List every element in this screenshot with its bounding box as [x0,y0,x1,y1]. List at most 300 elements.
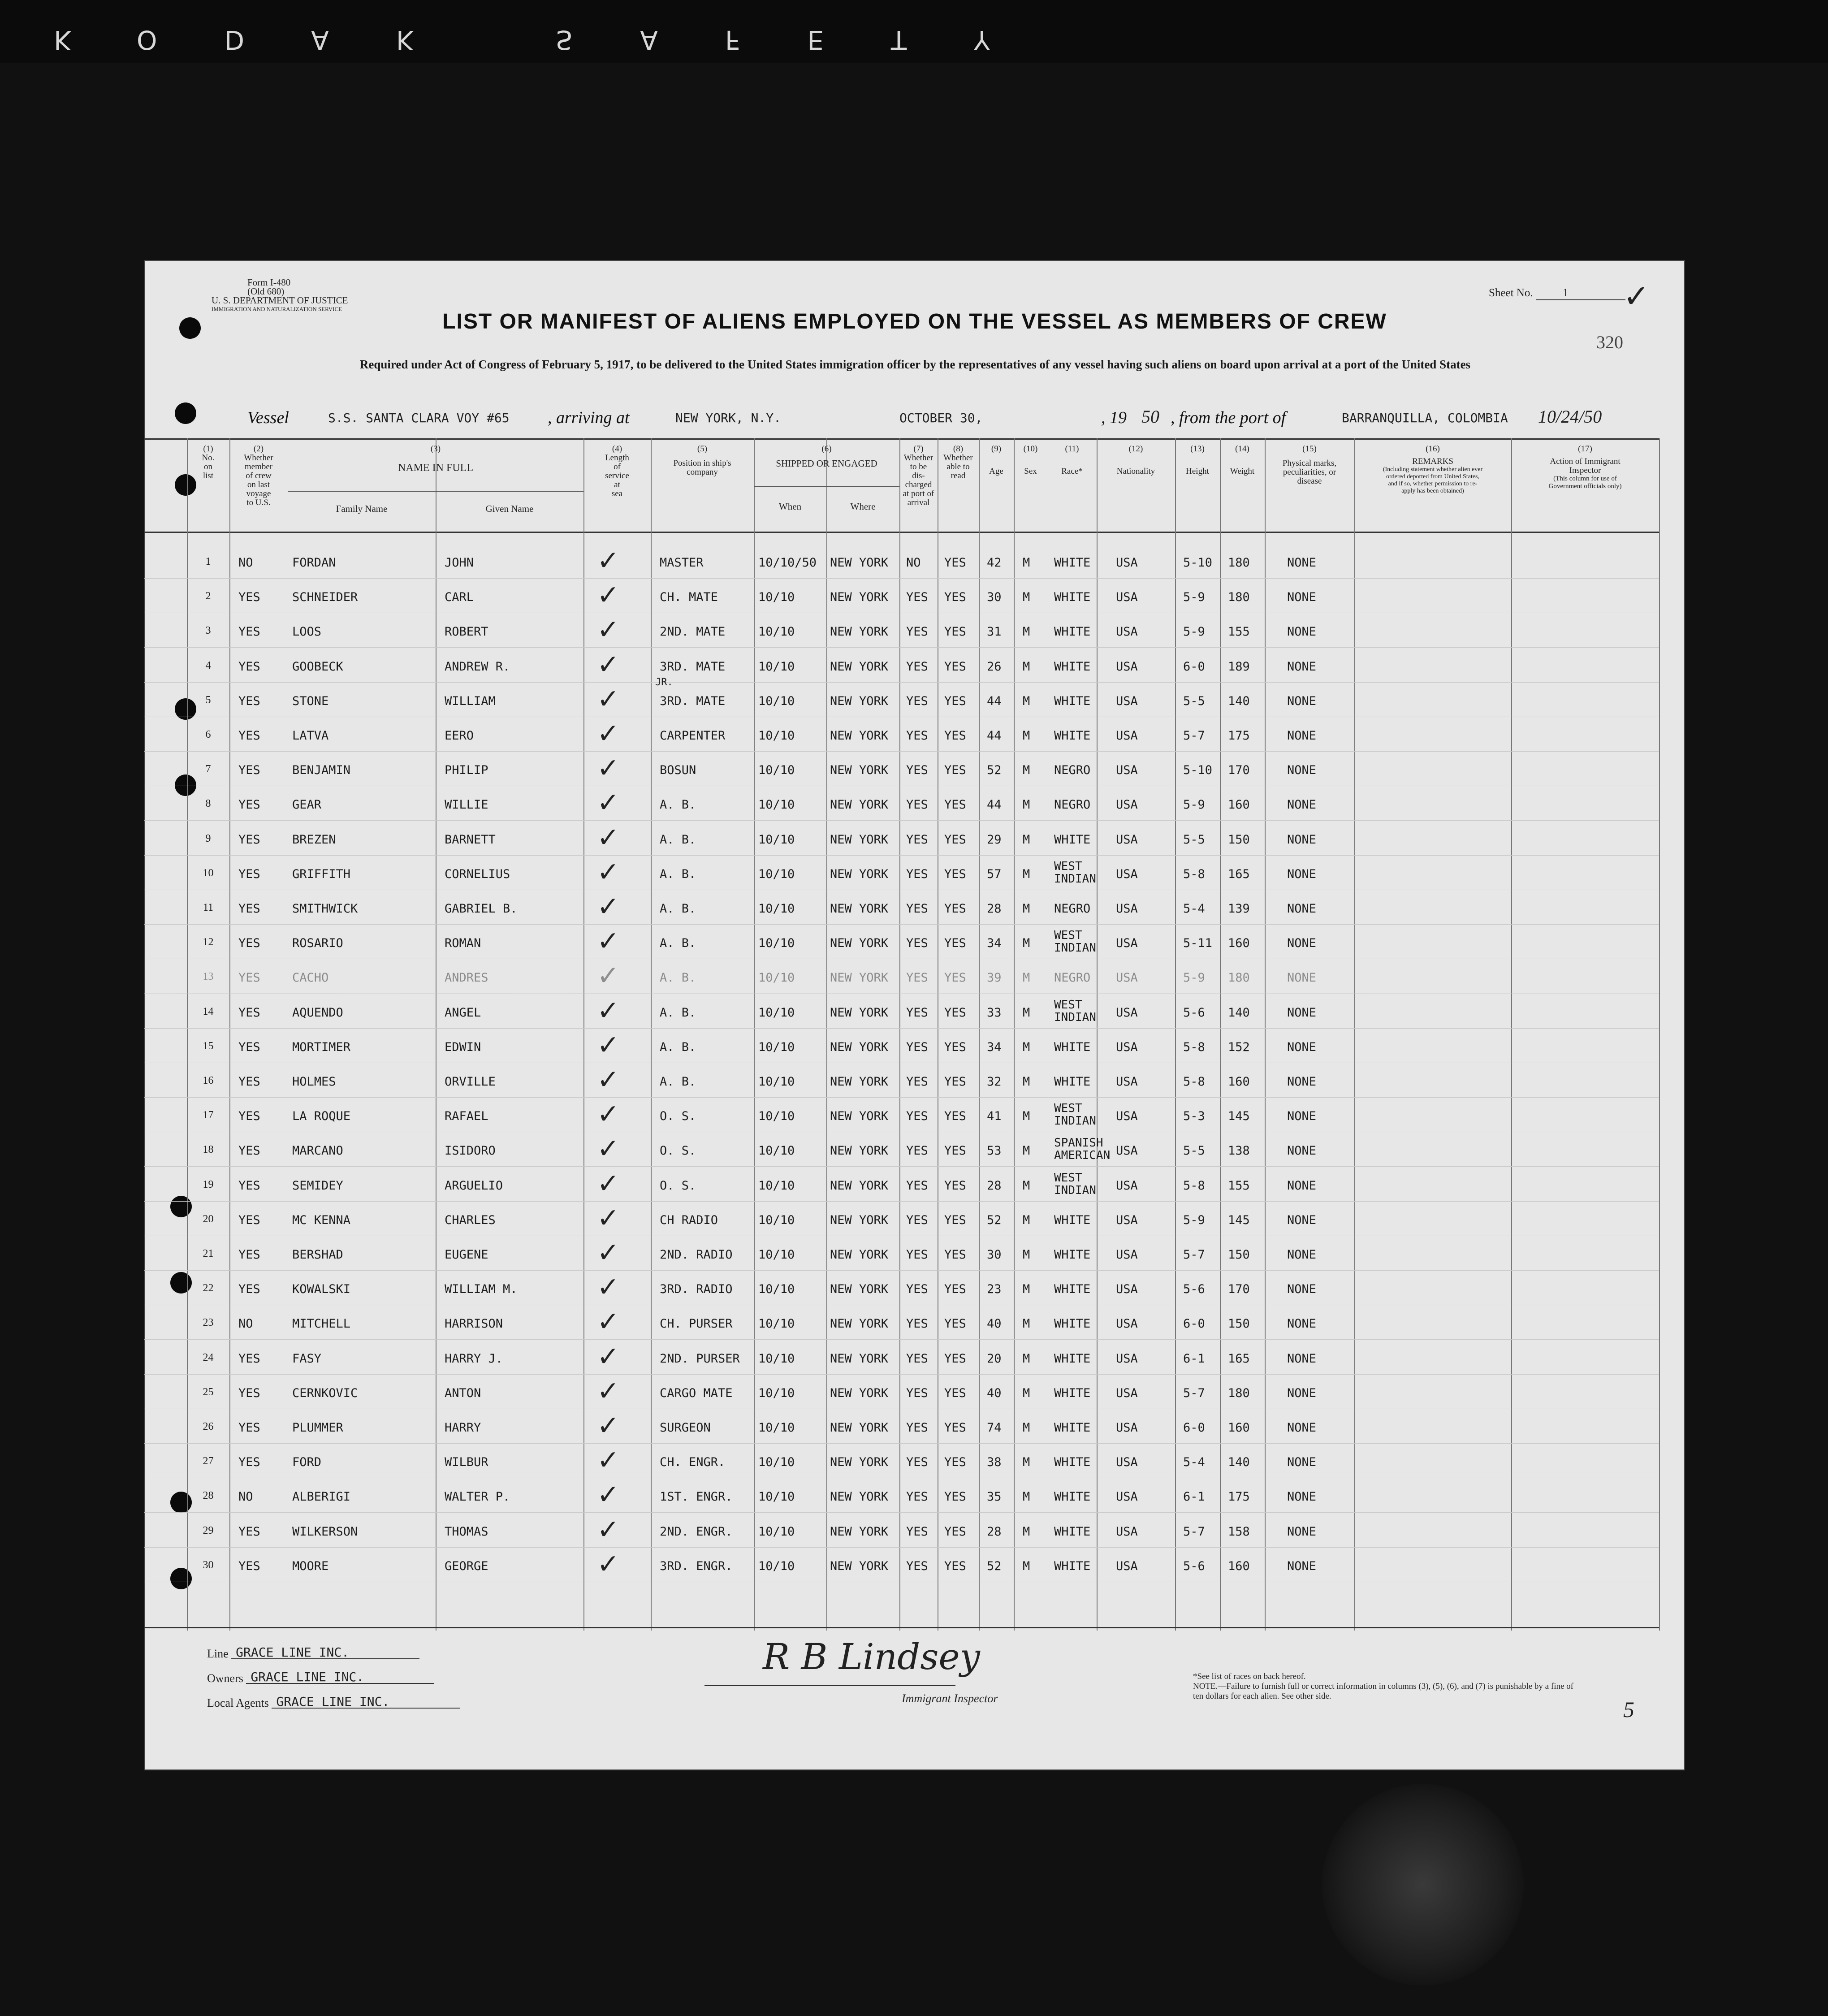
cell-nat: USA [1116,1524,1138,1539]
table-row [144,1550,1659,1585]
cell-nat: USA [1116,694,1138,708]
cell-family: HOLMES [292,1075,336,1089]
cell-prev: YES [238,798,260,812]
cell-disch: YES [906,694,928,708]
cell-race: WHITE [1054,556,1091,570]
cell-age: 28 [987,1524,1002,1539]
cell-weight: 140 [1228,1005,1250,1020]
cell-where: NEW YORK [830,659,889,674]
cell-no: 7 [205,763,211,775]
cell-marks: NONE [1287,1178,1317,1193]
cell-age: 38 [987,1455,1002,1470]
cell-sex: M [1023,729,1030,743]
check-mark-icon: ✓ [597,1411,620,1441]
cell-age: 74 [987,1421,1002,1435]
cell-disch: YES [906,1351,928,1366]
check-mark-icon: ✓ [597,1514,620,1544]
cell-marks: NONE [1287,936,1317,951]
table-row [144,1100,1659,1135]
cell-read: YES [944,832,966,847]
cell-sex: M [1023,867,1030,881]
cell-no: 26 [203,1421,214,1432]
page-stamp: 320 [1596,332,1623,352]
cell-disch: NO [906,556,921,570]
cell-height: 5-5 [1183,832,1205,847]
cell-sex: M [1023,1248,1030,1262]
header-name: (3) NAME IN FULL [398,444,473,474]
cell-family: BREZEN [292,832,336,847]
cell-read: YES [944,625,966,639]
cell-position: 1ST. ENGR. [660,1490,733,1504]
cell-when: 10/10 [758,1040,795,1054]
cell-race: WHITE [1054,1386,1091,1400]
cell-read: YES [944,1351,966,1366]
cell-read: YES [944,902,966,916]
cell-read: YES [944,1421,966,1435]
cell-height: 5-10 [1183,763,1213,778]
cell-weight: 140 [1228,1455,1250,1470]
form-identifier: Form I-480 (Old 680) U. S. DEPARTMENT OF JUSTICE IMMIGRATION AND NATURALIZATION SERVICE [212,277,348,312]
check-mark-icon: ✓ [597,1307,620,1337]
cell-age: 33 [987,1005,1002,1020]
cell-marks: NONE [1287,625,1317,639]
cell-sex: M [1023,694,1030,708]
cell-weight: 139 [1228,902,1250,916]
check-mark-icon: ✓ [597,580,620,610]
cell-where: NEW YORK [830,1490,889,1504]
cell-prev: YES [238,1524,260,1539]
cell-weight: 175 [1228,729,1250,743]
check-mark-icon: ✓ [597,1134,620,1164]
cell-weight: 165 [1228,1351,1250,1366]
table-row [144,997,1659,1031]
sheet-number: Sheet No. 1 [1489,287,1625,300]
check-mark-icon: ✓ [597,1030,620,1060]
table-row [144,685,1659,720]
cell-read: YES [944,556,966,570]
check-mark-icon: ✓ [597,649,620,679]
cell-race: WHITE [1054,1075,1091,1089]
cell-family: SMITHWICK [292,902,358,916]
cell-when: 10/10 [758,867,795,881]
cell-prev: YES [238,1040,260,1054]
cell-given: EERO [445,729,474,743]
cell-family: KOWALSKI [292,1282,351,1297]
cell-no: 22 [203,1282,214,1294]
header-weight: (14) Weight [1230,444,1255,476]
cell-age: 53 [987,1144,1002,1158]
cell-no: 18 [203,1144,214,1156]
cell-height: 5-4 [1183,1455,1205,1470]
cell-given: HARRISON [445,1317,503,1331]
cell-height: 6-1 [1183,1351,1205,1366]
cell-nat: USA [1116,659,1138,674]
cell-disch: YES [906,936,928,951]
header-nationality: (12) Nationality [1116,444,1155,476]
cell-height: 5-9 [1183,590,1205,605]
cell-given: RAFAEL [445,1109,488,1124]
cell-family: GOOBECK [292,659,343,674]
cell-family: BENJAMIN [292,763,351,778]
header-shipped: (6) SHIPPED OR ENGAGED [776,444,877,469]
cell-given: CORNELIUS [445,867,510,881]
cell-given: EDWIN [445,1040,481,1054]
cell-height: 6-0 [1183,1421,1205,1435]
cell-prev: NO [238,1317,253,1331]
table-row [144,1031,1659,1066]
cell-disch: YES [906,625,928,639]
cell-where: NEW YORK [830,1144,889,1158]
cell-height: 5-8 [1183,867,1205,881]
table-row [144,754,1659,789]
cell-disch: YES [906,763,928,778]
cell-when: 10/10 [758,1317,795,1331]
corner-mark: 5 [1623,1697,1634,1722]
departure-port: BARRANQUILLA, COLOMBIA [1342,411,1508,425]
cell-disch: YES [906,867,928,881]
cell-position: CH. PURSER [660,1317,733,1331]
table-row [144,1204,1659,1239]
cell-weight: 160 [1228,1559,1250,1573]
cell-no: 14 [203,1005,214,1017]
cell-given: ANDREW R. [445,659,510,674]
table-row [144,858,1659,893]
cell-nat: USA [1116,1248,1138,1262]
check-mark-icon: ✓ [597,857,620,887]
cell-age: 28 [987,1178,1002,1193]
cell-no: 19 [203,1178,214,1190]
cell-weight: 145 [1228,1213,1250,1227]
cell-where: NEW YORK [830,798,889,812]
cell-read: YES [944,1075,966,1089]
table-row [144,1066,1659,1100]
cell-where: NEW YORK [830,971,889,985]
cell-height: 5-7 [1183,1386,1205,1400]
cell-race: WEST INDIAN [1054,1171,1096,1197]
cell-no: 2 [205,590,211,602]
cell-read: YES [944,1455,966,1470]
cell-age: 35 [987,1490,1002,1504]
cell-nat: USA [1116,1559,1138,1573]
cell-where: NEW YORK [830,1282,889,1297]
cell-read: YES [944,1144,966,1158]
cell-given: WILLIE [445,798,488,812]
cell-position: A. B. [660,971,696,985]
cell-no: 5 [205,694,211,706]
cell-disch: YES [906,729,928,743]
cell-age: 29 [987,832,1002,847]
cell-position: 3RD. MATE [660,694,726,708]
cell-sex: M [1023,902,1030,916]
cell-no: 10 [203,867,214,879]
cell-age: 32 [987,1075,1002,1089]
cell-position: CH RADIO [660,1213,718,1227]
cell-where: NEW YORK [830,1005,889,1020]
cell-prev: YES [238,1282,260,1297]
cell-marks: NONE [1287,694,1317,708]
cell-prev: YES [238,1386,260,1400]
cell-disch: YES [906,590,928,605]
cell-when: 10/10 [758,936,795,951]
cell-race: WHITE [1054,1351,1091,1366]
cell-height: 6-1 [1183,1490,1205,1504]
table-row [144,1239,1659,1273]
cell-family: SCHNEIDER [292,590,358,605]
cell-sex: M [1023,1317,1030,1331]
cell-position: 3RD. RADIO [660,1282,733,1297]
owners-field: Owners GRACE LINE INC. [207,1672,434,1685]
cell-family: LATVA [292,729,329,743]
cell-weight: 155 [1228,1178,1250,1193]
cell-read: YES [944,971,966,985]
arrival-year: 50 [1141,407,1159,427]
cell-no: 1 [205,556,211,567]
cell-no: 23 [203,1317,214,1329]
cell-nat: USA [1116,798,1138,812]
cell-race: WHITE [1054,590,1091,605]
cell-when: 10/10 [758,1490,795,1504]
cell-height: 5-9 [1183,798,1205,812]
cell-nat: USA [1116,936,1138,951]
cell-where: NEW YORK [830,1317,889,1331]
check-mark-icon: ✓ [597,822,620,852]
cell-marks: NONE [1287,1248,1317,1262]
cell-marks: NONE [1287,1351,1317,1366]
cell-weight: 160 [1228,1421,1250,1435]
cell-weight: 160 [1228,798,1250,812]
cell-prev: NO [238,556,253,570]
cell-age: 30 [987,590,1002,605]
cell-age: 40 [987,1317,1002,1331]
check-mark-icon: ✓ [597,995,620,1025]
cell-when: 10/10 [758,1213,795,1227]
cell-marks: NONE [1287,556,1317,570]
cell-age: 44 [987,729,1002,743]
punch-hole [175,402,196,424]
cell-sex: M [1023,1109,1030,1124]
cell-disch: YES [906,1005,928,1020]
cell-nat: USA [1116,1005,1138,1020]
cell-marks: NONE [1287,1455,1317,1470]
cell-prev: YES [238,1351,260,1366]
cell-family: STONE [292,694,329,708]
manifest-sheet [144,260,1685,1770]
cell-age: 39 [987,971,1002,985]
cell-where: NEW YORK [830,902,889,916]
header-race: (11) Race* [1061,444,1083,476]
cell-no: 21 [203,1248,214,1259]
cell-when: 10/10 [758,1559,795,1573]
cell-no: 9 [205,832,211,844]
cell-height: 5-10 [1183,556,1213,570]
cell-weight: 165 [1228,867,1250,881]
cell-height: 6-0 [1183,1317,1205,1331]
cell-weight: 170 [1228,1282,1250,1297]
cell-marks: NONE [1287,729,1317,743]
cell-sex: M [1023,625,1030,639]
cell-height: 5-6 [1183,1005,1205,1020]
cell-nat: USA [1116,590,1138,605]
cell-sex: M [1023,1213,1030,1227]
cell-marks: NONE [1287,1213,1317,1227]
local-agents-field: Local Agents GRACE LINE INC. [207,1696,460,1710]
cell-weight: 189 [1228,659,1250,674]
cell-race: WHITE [1054,659,1091,674]
table-row [144,616,1659,650]
cell-race: WHITE [1054,1524,1091,1539]
check-mark-icon: ✓ [597,1445,620,1475]
table-row [144,720,1659,754]
cell-given: HARRY [445,1421,481,1435]
cell-position: A. B. [660,936,696,951]
film-artifact [1322,1784,1524,1986]
cell-when: 10/10 [758,1351,795,1366]
cell-when: 10/10 [758,971,795,985]
cell-read: YES [944,1005,966,1020]
cell-sex: M [1023,1490,1030,1504]
check-mark-icon: ✓ [597,1549,620,1579]
cell-race: WHITE [1054,1213,1091,1227]
header-no: (1) No. on list [202,444,215,480]
cell-prev: YES [238,936,260,951]
cell-race: WHITE [1054,1490,1091,1504]
cell-sex: M [1023,659,1030,674]
cell-marks: NONE [1287,1524,1317,1539]
cell-race: WHITE [1054,1421,1091,1435]
footer-note: *See list of races on back hereof. NOTE.—Failure to furnish full or correct information in columns (3), (5), (6), and (7) is punishable by a fine of ten dollars for each alien. See other side. [1193,1672,1573,1701]
cell-no: 30 [203,1559,214,1571]
cell-given: ARGUELIO [445,1178,503,1193]
cell-where: NEW YORK [830,1213,889,1227]
cell-position: A. B. [660,1005,696,1020]
cell-family: WILKERSON [292,1524,358,1539]
cell-marks: NONE [1287,1109,1317,1124]
cell-position: 2ND. MATE [660,625,726,639]
cell-family: FASY [292,1351,322,1366]
table-row [144,547,1659,581]
cell-position: CARGO MATE [660,1386,733,1400]
cell-race: WHITE [1054,625,1091,639]
cell-prev: YES [238,694,260,708]
cell-weight: 155 [1228,625,1250,639]
cell-prev: YES [238,832,260,847]
header-age: (9) Age [989,444,1003,476]
cell-position: A. B. [660,798,696,812]
cell-age: 20 [987,1351,1002,1366]
cell-marks: NONE [1287,867,1317,881]
cell-weight: 152 [1228,1040,1250,1054]
cell-height: 5-7 [1183,1248,1205,1262]
cell-read: YES [944,936,966,951]
cell-when: 10/10 [758,1282,795,1297]
cell-nat: USA [1116,1109,1138,1124]
table-row [144,1412,1659,1446]
table-row [144,1446,1659,1481]
cell-sex: M [1023,971,1030,985]
cell-read: YES [944,1386,966,1400]
cell-when: 10/10 [758,902,795,916]
check-mark-icon: ✓ [597,1376,620,1406]
cell-sex: M [1023,1524,1030,1539]
cell-prev: YES [238,1421,260,1435]
cell-weight: 180 [1228,1386,1250,1400]
check-mark-icon: ✓ [597,1099,620,1129]
cell-age: 34 [987,936,1002,951]
cell-marks: NONE [1287,1282,1317,1297]
cell-race: WHITE [1054,1248,1091,1262]
arrival-date: OCTOBER 30, [899,411,983,425]
cell-age: 30 [987,1248,1002,1262]
cell-height: 5-6 [1183,1559,1205,1573]
cell-given: HARRY J. [445,1351,503,1366]
header-sex: (10) Sex [1023,444,1038,476]
cell-family: SEMIDEY [292,1178,343,1193]
cell-age: 34 [987,1040,1002,1054]
cell-sex: M [1023,556,1030,570]
cell-no: 11 [203,902,214,913]
cell-where: NEW YORK [830,763,889,778]
cell-height: 5-9 [1183,971,1205,985]
cell-height: 5-6 [1183,1282,1205,1297]
cell-disch: YES [906,1178,928,1193]
cell-read: YES [944,1559,966,1573]
cell-family: ALBERIGI [292,1490,351,1504]
cell-given: ANDRES [445,971,488,985]
cell-read: YES [944,1109,966,1124]
cell-when: 10/10 [758,1524,795,1539]
cell-where: NEW YORK [830,1421,889,1435]
table-row [144,1516,1659,1550]
cell-family: FORDAN [292,556,336,570]
cell-where: NEW YORK [830,867,889,881]
cell-where: NEW YORK [830,729,889,743]
cell-weight: 150 [1228,1317,1250,1331]
cell-disch: YES [906,902,928,916]
header-physical-marks: (15) Physical marks, peculiarities, or disease [1282,444,1337,486]
cell-prev: NO [238,1490,253,1504]
cell-read: YES [944,1282,966,1297]
cell-read: YES [944,659,966,674]
header-family-name: Family Name [336,503,388,514]
check-mark-icon: ✓ [597,684,620,714]
cell-given: ROMAN [445,936,481,951]
cell-height: 5-7 [1183,729,1205,743]
cell-no: 25 [203,1386,214,1398]
cell-height: 5-9 [1183,625,1205,639]
departure-date: 10/24/50 [1538,407,1602,427]
cell-no: 15 [203,1040,214,1052]
arrival-port: NEW YORK, N.Y. [675,411,782,425]
cell-when: 10/10 [758,1178,795,1193]
cell-race: WEST INDIAN [1054,1102,1096,1128]
cell-prev: YES [238,1559,260,1573]
cell-no: 16 [203,1075,214,1086]
cell-race: WEST INDIAN [1054,998,1096,1024]
cell-where: NEW YORK [830,1178,889,1193]
cell-family: CERNKOVIC [292,1386,358,1400]
check-mark-icon: ✓ [597,1168,620,1198]
cell-family: MITCHELL [292,1317,351,1331]
cell-race: WHITE [1054,1559,1091,1573]
cell-family: MORTIMER [292,1040,351,1054]
cell-marks: NONE [1287,1386,1317,1400]
cell-family: AQUENDO [292,1005,343,1020]
cell-position: 2ND. RADIO [660,1248,733,1262]
vessel-name: S.S. SANTA CLARA VOY #65 [328,411,510,425]
cell-sex: M [1023,798,1030,812]
cell-prev: YES [238,1109,260,1124]
cell-prev: YES [238,763,260,778]
